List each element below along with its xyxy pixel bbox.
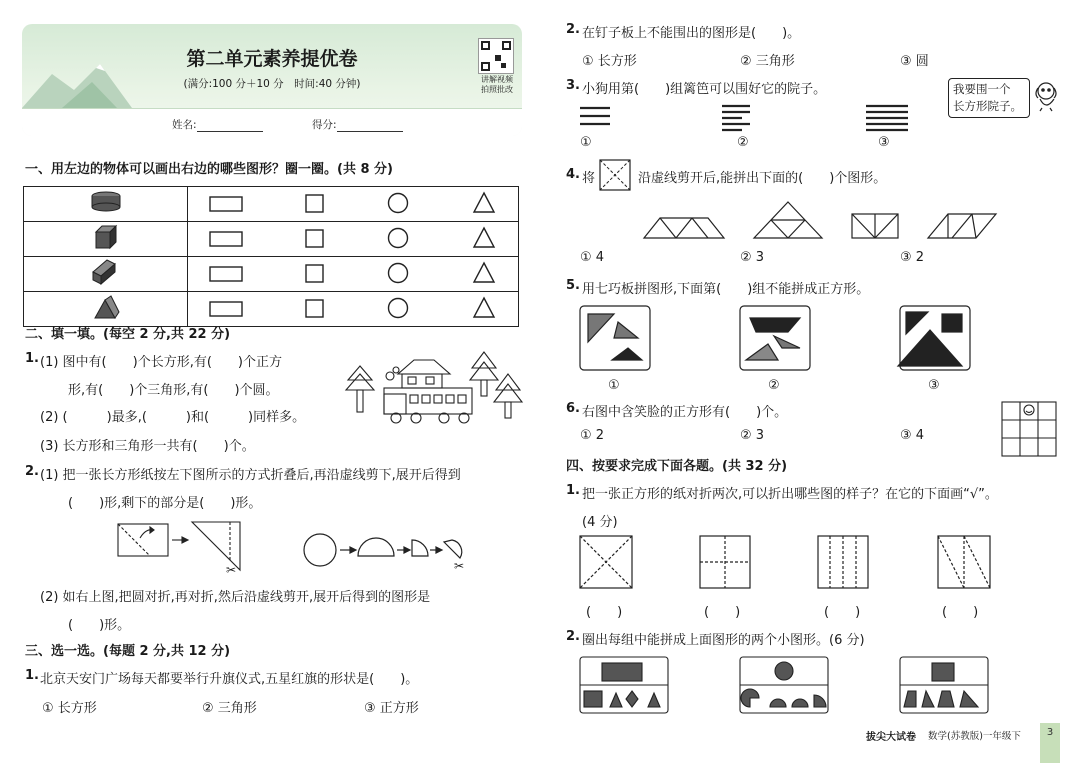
question-text: 把一张正方形的纸对折两次,可以折出哪些图的样子？在它的下面画“√”。 <box>582 487 998 502</box>
question-number: 2. <box>566 22 580 37</box>
rectangle-shape <box>210 197 242 211</box>
circle-shape <box>389 194 408 213</box>
question-number: 4. <box>566 167 580 182</box>
cube-object <box>24 222 188 257</box>
triangle-shape <box>474 193 494 212</box>
question-text: 小狗用第( )组篱笆可以围好它的院子。 <box>582 82 827 97</box>
table-row <box>24 257 519 292</box>
fence-groups <box>574 100 934 136</box>
svg-text:✂: ✂ <box>454 559 465 573</box>
question-number: 1. <box>25 668 39 683</box>
answer-blank[interactable]: ( ) <box>586 605 623 620</box>
question-text: 形,有( )个三角形,有( )个圆。 <box>68 383 279 398</box>
question-text: (2) 如右上图,把圆对折,再对折,然后沿虚线剪开,展开后得到的图形是 <box>40 590 431 605</box>
question-text: 右图中含笑脸的正方形有( )个。 <box>582 405 788 420</box>
question-text: 沿虚线剪开后,能拼出下面的( )个图形。 <box>638 171 887 186</box>
square-shape <box>306 195 323 212</box>
question-text: 北京天安门广场每天都要举行升旗仪式,五星红旗的形状是( )。 <box>40 672 419 687</box>
smiley-grid <box>1000 400 1060 458</box>
footer-brand: 拔尖大试卷 <box>866 732 916 743</box>
footer-subject: 数学(苏教版)一年级下 <box>928 731 1021 742</box>
question-text: (1) 图中有( )个长方形,有( )个正方 <box>40 355 282 370</box>
option-2[interactable]: ② <box>768 378 780 393</box>
question-number: 2. <box>566 629 580 644</box>
option-2[interactable]: ② <box>737 135 749 150</box>
question-text: (2) ( )最多,( )和( )同样多。 <box>40 410 306 425</box>
question-number: 5. <box>566 278 580 293</box>
option-3[interactable]: ③ <box>928 378 940 393</box>
question-points: (4 分) <box>582 515 618 530</box>
header-banner <box>22 24 522 136</box>
option-1[interactable]: ① <box>580 135 592 150</box>
question-number: 2. <box>25 464 39 479</box>
question-number: 3. <box>566 78 580 93</box>
cylinder-object <box>24 187 188 222</box>
option-3[interactable]: ③ 圆 <box>900 54 929 69</box>
table-row <box>24 187 519 222</box>
option-2[interactable]: ② 三角形 <box>202 701 257 716</box>
option-2[interactable]: ② 3 <box>740 250 765 265</box>
qr-caption: 讲解视频 拍照批改 <box>481 75 513 94</box>
exam-info: (满分:100 分＋10 分 时间:40 分钟) <box>183 78 361 90</box>
triangular-prism-object <box>24 292 188 327</box>
answer-blank[interactable]: ( ) <box>704 605 741 620</box>
composition-groups <box>578 655 998 717</box>
table-row <box>24 222 519 257</box>
option-3[interactable]: ③ 正方形 <box>364 701 419 716</box>
question-text: ( )形,剩下的部分是( )形。 <box>68 496 262 511</box>
shapes-table <box>23 186 519 327</box>
page-title: 第二单元素养提优卷 <box>186 48 358 70</box>
question-text: 将 <box>582 171 596 186</box>
answer-blank[interactable]: ( ) <box>942 605 979 620</box>
fold-options <box>578 534 998 592</box>
shape-choices <box>188 187 519 222</box>
tangram-groups <box>578 304 978 374</box>
question-text: 用七巧板拼图形,下面第( )组不能拼成正方形。 <box>582 282 870 297</box>
option-3[interactable]: ③ 4 <box>900 428 925 443</box>
option-3[interactable]: ③ 2 <box>900 250 925 265</box>
dashed-square-icon <box>598 158 634 192</box>
triangle-combinations <box>636 200 1016 244</box>
option-1[interactable]: ① 长方形 <box>42 701 97 716</box>
section1-heading: 一、用左边的物体可以画出右边的哪些图形？圈一圈。(共 8 分) <box>25 162 393 177</box>
question-text: ( )形。 <box>68 618 131 633</box>
option-1[interactable]: ① 长方形 <box>582 54 637 69</box>
question-text: 在钉子板上不能围出的图形是( )。 <box>582 26 801 41</box>
section2-heading: 二、填一填。(每空 2 分,共 22 分) <box>25 327 231 342</box>
name-field[interactable]: 姓名: <box>172 117 263 132</box>
name-score-bar <box>22 108 522 136</box>
question-text: (1) 把一张长方形纸按左下图所示的方式折叠后,再沿虚线剪下,展开后得到 <box>40 468 461 483</box>
option-1[interactable]: ① <box>608 378 620 393</box>
option-1[interactable]: ① 2 <box>580 428 605 443</box>
question-text: 圈出每组中能拼成上面图形的两个小图形。(6 分) <box>582 633 865 648</box>
question-number: 1. <box>566 483 580 498</box>
question-number: 6. <box>566 401 580 416</box>
page-number: 3 <box>1040 723 1060 763</box>
option-3[interactable]: ③ <box>878 135 890 150</box>
paper-fold-illustration <box>110 514 260 578</box>
speech-bubble: 我要围一个 长方形院子。 <box>948 78 1030 118</box>
table-row <box>24 292 519 327</box>
option-2[interactable]: ② 3 <box>740 428 765 443</box>
section4-heading: 四、按要求完成下面各题。(共 32 分) <box>566 459 788 474</box>
train-trees-illustration <box>344 350 524 430</box>
qr-code-icon[interactable] <box>478 38 514 74</box>
svg-text:✂: ✂ <box>226 563 237 577</box>
section3-heading: 三、选一选。(每题 2 分,共 12 分) <box>25 644 231 659</box>
question-number: 1. <box>25 351 39 366</box>
score-field[interactable]: 得分: <box>312 117 403 132</box>
answer-blank[interactable]: ( ) <box>824 605 861 620</box>
circle-fold-illustration <box>300 528 480 578</box>
option-1[interactable]: ① 4 <box>580 250 605 265</box>
cuboid-object <box>24 257 188 292</box>
question-text: (3) 长方形和三角形一共有( )个。 <box>40 439 255 454</box>
dog-icon <box>1032 80 1062 112</box>
option-2[interactable]: ② 三角形 <box>740 54 795 69</box>
